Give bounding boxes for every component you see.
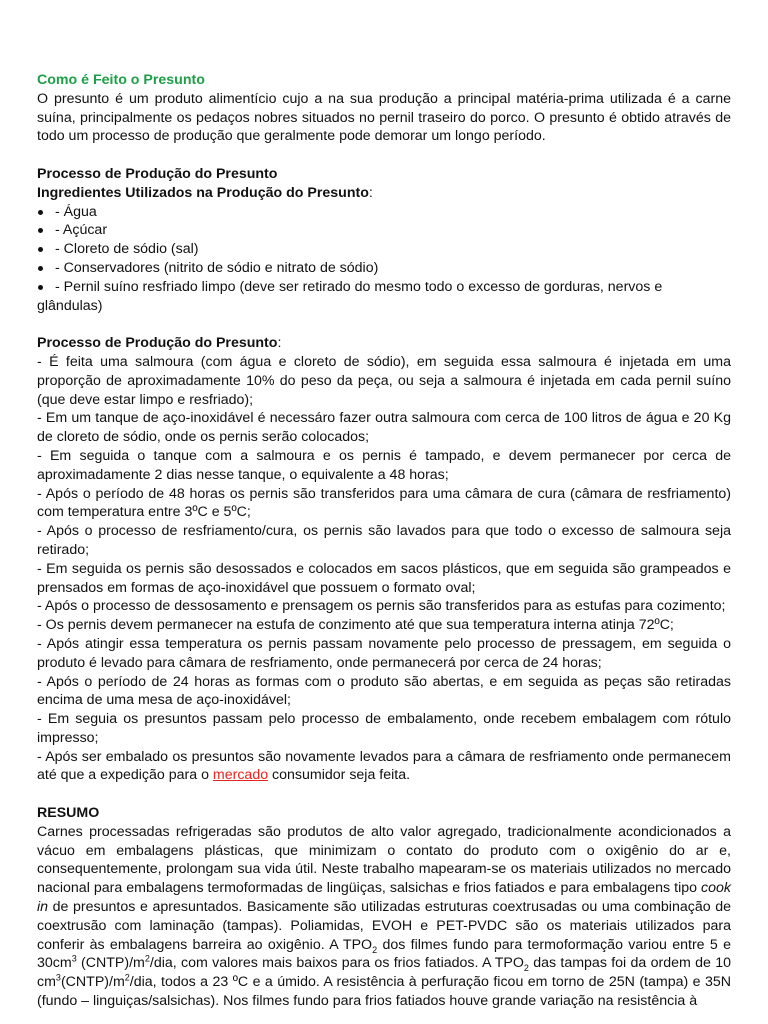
list-item [37,240,731,259]
list-item [37,203,731,222]
list-item-text: - Pernil suíno resfriado limpo (deve ser retirado do mesmo todo o excesso de gorduras, nervos e glândulas) [37,278,663,314]
spacer [37,315,731,334]
process-heading: Processo de Produção do Presunto [37,335,278,352]
process-heading-colon: : [277,335,282,352]
resumo-paragraph [37,823,731,1011]
superscript: 2 [144,953,150,964]
resumo-text: Carnes processadas refrigeradas são produtos de alto valor agregado, tradicionalmente acondicionados a vácuo em embalagens plásticas, que minimizam o contato do produto com o oxigênio do ar e, consequentemente, prolongam sua vida útil. Neste trabalho mapearam-se os materiais utilizados no mercado nacional para embalagens termoformadas de lingüiças, salsichas e frios fatiados e para embalagens tipo [37,823,731,897]
process-step-text: consumidor seja feita. [268,767,411,784]
list-item-text: - Cloreto de sódio (sal) [55,241,199,258]
list-item-long [37,278,731,316]
superscript: 3 [55,972,61,983]
ingredients-heading-colon: : [368,184,373,201]
list-item [37,221,731,240]
subscript: 2 [523,963,529,974]
superscript: 2 [124,972,130,983]
process-step: - Após atingir essa temperatura os pernis passam novamente pelo processo de pressagem, em seguida o produto é levado para câmara de resfriamento, onde permanecerá por cerca de 24 horas; [37,635,731,671]
intro-paragraph: O presunto é um produto alimentício cujo a na sua produção a principal matéria-prima utilizada é a carne suína, principalmente os pedaços nobres situados no pernil traseiro do porco. O presunto é obtido através de todo um processo de produção que geralmente pode demorar um longo período. [37,90,731,145]
process-step: - Em seguia os presuntos passam pelo processo de embalamento, onde recebem embalagem com rótulo impresso; [37,711,731,746]
document-page [37,71,731,1011]
resumo-text: /dia, todos a 23 ºC e a úmido. A resistência à perfuração ficou em torno de 25N (tampa) e 35N (fundo – linguiças/salsichas). Nos filmes fundo para frios fatiados houve grande variação na resistência à [37,974,731,1010]
ingredients-list [37,203,731,316]
ingredients-heading-line [37,184,731,203]
bullet-icon [38,228,43,233]
process-step-last [37,748,731,786]
process-step: - Após o período de 24 horas as formas com o produto são abertas, e em seguida as peças são retiradas encima de uma mesa de aço-inoxidável; [37,673,731,709]
section-title: Como é Feito o Presunto [37,72,205,88]
resumo-text: (CNTP)/m [76,955,145,972]
process-step: - Os pernis devem permanecer na estufa de conzimento até que sua temperatura interna atinja 72ºC; [37,617,674,634]
bullet-icon [38,247,43,252]
resumo-text: (CNTP)/m [60,974,125,991]
process-step: - É feita uma salmoura (com água e cloreto de sódio), em seguida essa salmoura é injetada em uma proporção de aproximadamente 10% do peso da peça, ou seja a salmoura é injetada em cada pernil suíno (que deve estar limpo e resfriado); [37,353,731,408]
list-item [37,259,731,278]
resumo-heading: RESUMO [37,805,100,822]
bullet-icon [38,266,43,271]
spacer [37,146,731,165]
spacer [37,785,731,804]
process-step: - Em um tanque de aço-inoxidável é necessáro fazer outra salmoura com cerca de 100 litros de água e 20 Kg de cloreto de sódio, onde os pernis serão colocados; [37,410,731,446]
process-step: - Após o período de 48 horas os pernis são transferidos para uma câmara de cura (câmara de resfriamento) com temperatura entre 3ºC e 5ºC; [37,485,731,521]
superscript: 3 [71,953,77,964]
production-heading: Processo de Produção do Presunto [37,165,278,182]
list-item-text: - Açúcar [55,222,108,239]
process-heading-line [37,334,731,353]
ingredients-heading: Ingredientes Utilizados na Produção do Presunto [37,184,369,201]
process-step: - Em seguida os pernis são desossados e colocados em sacos plásticos, que em seguida são grampeados e prensados em formas de aço-inoxidável que possuem o formato oval; [37,560,731,596]
resumo-text: de presuntos e apresuntados. Basicamente são utilizadas estruturas coextrusadas ou uma combinação de coextrusão com laminação (tampas). Poliamidas, EVOH e PET-PVDC são os materiais utilizados para conferir às embalagens barreira ao oxigênio. A TPO [37,899,731,953]
bullet-icon [38,210,43,215]
mercado-link[interactable]: mercado [212,767,269,784]
process-step: - Em seguida o tanque com a salmoura e os pernis é tampado, e devem permanecer por cerca de aproximadamente 2 dias nesse tanque, o equivalente a 48 horas; [37,447,731,483]
process-step: - Após o processo de resfriamento/cura, os pernis são lavados para que todo o excesso de salmoura seja retirado; [37,523,731,558]
resumo-italic: cook in [37,880,731,916]
list-item-text: - Conservadores (nitrito de sódio e nitrato de sódio) [55,259,379,276]
process-step: - Após o processo de dessosamento e prensagem os pernis são transferidos para as estufas para cozimento; [37,598,726,615]
resumo-text: dos filmes fundo para termoformação variou entre 5 e 30cm [37,936,731,972]
bullet-icon [38,285,43,290]
resumo-text: /dia, com valores mais baixos para os frios fatiados. A TPO [149,955,524,972]
subscript: 2 [372,944,378,955]
resumo-text: das tampas foi da ordem de 10 cm [37,955,731,991]
process-step-text: - Após ser embalado os presuntos são novamente levados para a câmara de resfriamento onde permanecem até que a expedição para o [37,748,731,784]
list-item-text: - Água [55,203,97,220]
